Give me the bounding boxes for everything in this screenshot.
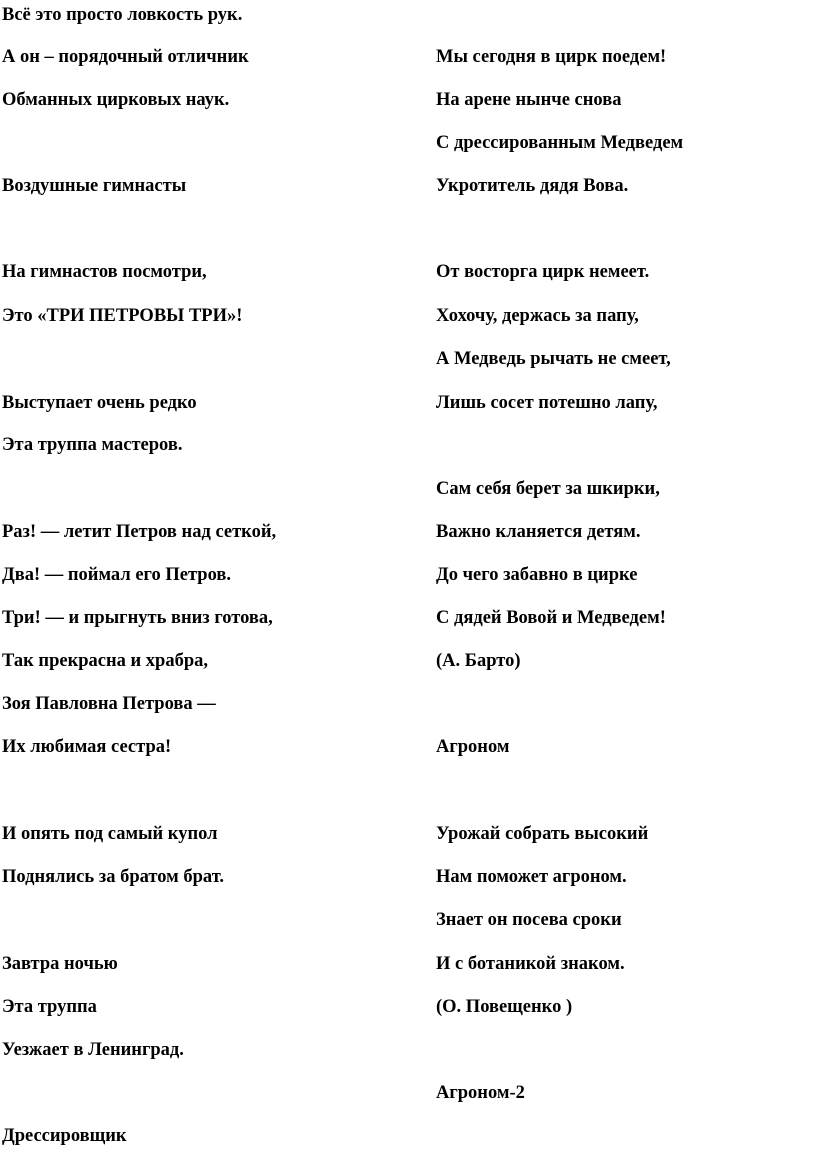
poem-line: А он – порядочный отличник — [2, 47, 249, 67]
section-title: Воздушные гимнасты — [2, 176, 187, 196]
poem-line: Нам поможет агроном. — [436, 867, 627, 887]
poem-line: А Медведь рычать не смеет, — [436, 349, 671, 369]
poem-line: Мы сегодня в цирк поедем! — [436, 47, 667, 67]
poem-line: Эта труппа мастеров. — [2, 435, 183, 455]
poem-line: Два! — поймал его Петров. — [2, 565, 231, 585]
poem-line: На гимнастов посмотри, — [2, 262, 207, 282]
section-title: Дрессировщик — [2, 1126, 127, 1146]
poem-line: От восторга цирк немеет. — [436, 262, 650, 282]
poem-line: Завтра ночью — [2, 954, 118, 974]
poem-line: Так прекрасна и храбра, — [2, 651, 209, 671]
poem-line: На арене нынче снова — [436, 90, 622, 110]
poem-line: Сам себя берет за шкирки, — [436, 479, 660, 499]
poem-line: Выступает очень редко — [2, 393, 197, 413]
poem-line: С дядей Вовой и Медведем! — [436, 608, 666, 628]
poem-line: Укротитель дядя Вова. — [436, 176, 629, 196]
poem-line: С дрессированным Медведем — [436, 133, 684, 153]
poem-line: Хохочу, держась за папу, — [436, 306, 639, 326]
poem-line: Эта труппа — [2, 997, 97, 1017]
poem-author: (О. Повещенко ) — [436, 997, 573, 1017]
poem-author: (А. Барто) — [436, 651, 521, 671]
poem-line: Обманных цирковых наук. — [2, 90, 230, 110]
poem-line: Зоя Павловна Петрова — — [2, 694, 216, 714]
poem-line: И с ботаникой знаком. — [436, 954, 625, 974]
poem-line: Важно кланяется детям. — [436, 522, 641, 542]
poem-line: Три! — и прыгнуть вниз готова, — [2, 608, 273, 628]
section-title: Агроном — [436, 737, 510, 757]
poem-line: Урожай собрать высокий — [436, 824, 649, 844]
poem-line: До чего забавно в цирке — [436, 565, 638, 585]
section-title: Агроном-2 — [436, 1083, 525, 1103]
poem-line: Уезжает в Ленинград. — [2, 1040, 184, 1060]
poem-line: И опять под самый купол — [2, 824, 218, 844]
poem-line: Всё это просто ловкость рук. — [2, 5, 243, 25]
poem-line: Раз! — летит Петров над сеткой, — [2, 522, 277, 542]
poem-line: Их любимая сестра! — [2, 737, 172, 757]
poem-line: Это «ТРИ ПЕТРОВЫ ТРИ»! — [2, 306, 243, 326]
poem-line: Знает он посева сроки — [436, 910, 622, 930]
poem-line: Поднялись за братом брат. — [2, 867, 225, 887]
poem-line: Лишь сосет потешно лапу, — [436, 393, 658, 413]
